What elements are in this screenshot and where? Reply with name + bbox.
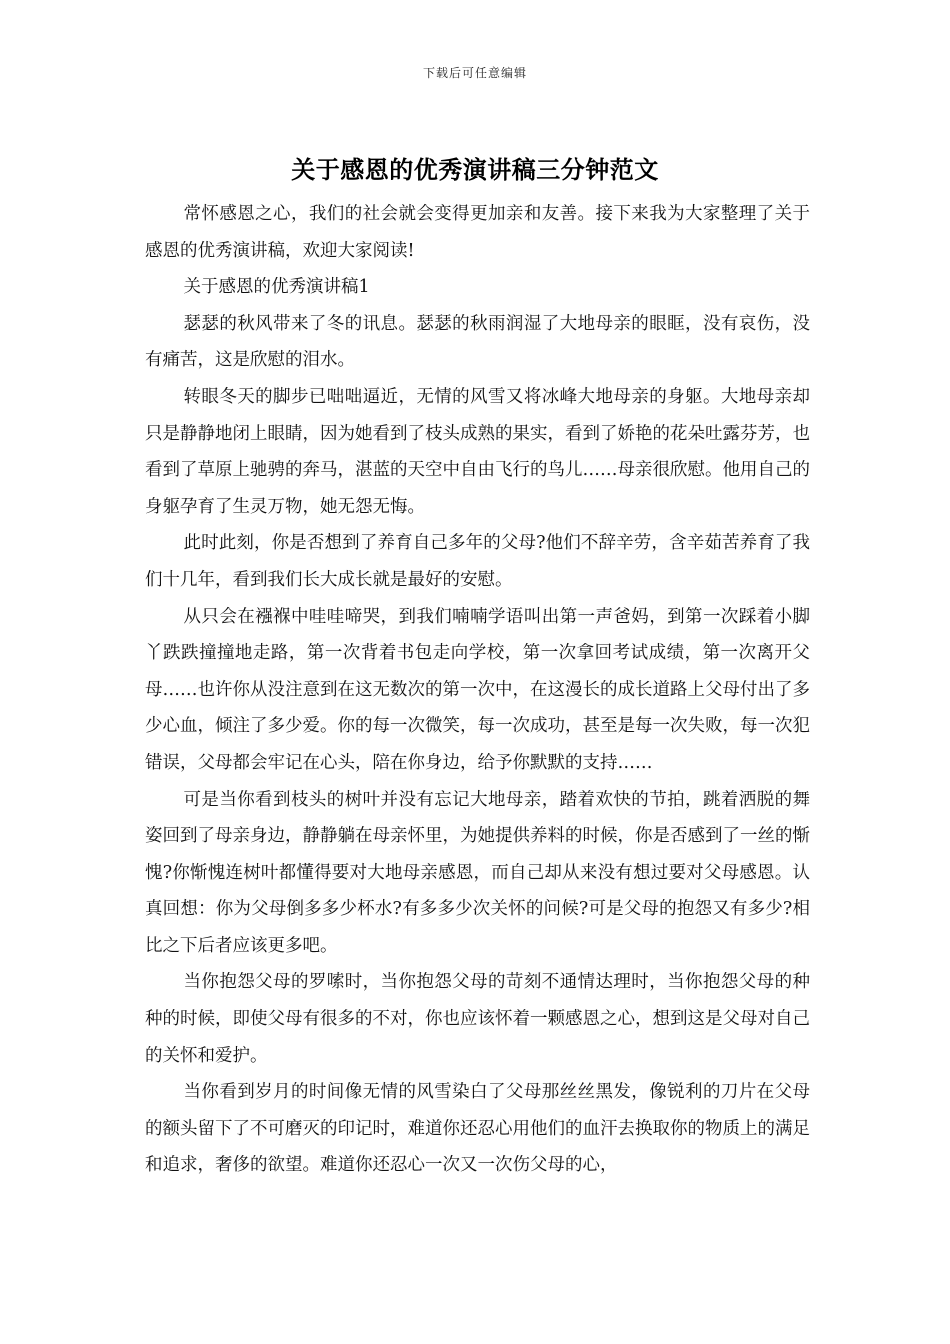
paragraph: 可是当你看到枝头的树叶并没有忘记大地母亲，踏着欢快的节拍，跳着洒脱的舞姿回到了母亲身边，静静躺在母亲怀里，为她提供养料的时候，你是否感到了一丝的惭愧?你惭愧连树叶都懂得要对大地母亲感恩，而自己却从来没有想过要对父母感恩。认真回想：你为父母倒多多少杯水?有多多少次关怀的问候?可是父母的抱怨又有多少?相比之下后者应该更多吧。 [145,789,810,956]
paragraph: 瑟瑟的秋风带来了冬的讯息。瑟瑟的秋雨润湿了大地母亲的眼眶，没有哀伤，没有痛苦，这是欣慰的泪水。 [145,313,810,371]
section-heading: 关于感恩的优秀演讲稿1 [183,277,370,298]
paragraph: 从只会在襁褓中哇哇啼哭，到我们喃喃学语叫出第一声爸妈，到第一次踩着小脚丫跌跌撞撞地走路，第一次背着书包走向学校，第一次拿回考试成绩，第一次离开父母……也许你从没注意到在这无数次的第一次中，在这漫长的成长道路上父母付出了多少心血，倾注了多少爱。你的每一次微笑，每一次成功，甚至是每一次失败，每一次犯错误，父母都会牢记在心头，陪在你身边，给予你默默的支持…… [145,606,810,773]
paragraph: 当你抱怨父母的罗嗦时，当你抱怨父母的苛刻不通情达理时，当你抱怨父母的种种的时候，即使父母有很多的不对，你也应该怀着一颗感恩之心，想到这是父母对自己的关怀和爱护。 [145,972,810,1066]
paragraph: 转眼冬天的脚步已咄咄逼近，无情的风雪又将冰峰大地母亲的身躯。大地母亲却只是静静地闭上眼睛，因为她看到了枝头成熟的果实，看到了娇艳的花朵吐露芬芳，也看到了草原上驰骋的奔马，湛蓝的天空中自由飞行的鸟儿……母亲很欣慰。他用自己的身躯孕育了生灵万物，她无怨无悔。 [145,386,810,517]
paragraph-intro: 常怀感恩之心，我们的社会就会变得更加亲和友善。接下来我为大家整理了关于感恩的优秀演讲稿，欢迎大家阅读! [145,204,810,261]
paragraph: 此时此刻，你是否想到了养育自己多年的父母?他们不辞辛劳，含辛茹苦养育了我们十几年，看到我们长大成长就是最好的安慰。 [145,533,810,590]
paragraph: 当你看到岁月的时间像无情的风雪染白了父母那丝丝黑发，像锐利的刀片在父母的额头留下了不可磨灭的印记时，难道你还忍心用他们的血汗去换取你的物质上的满足和追求，奢侈的欲望。难道你还忍心一次又一次伤父母的心， [145,1082,810,1176]
document-body [145,196,810,1184]
document-title: 关于感恩的优秀演讲稿三分钟范文 [291,155,659,184]
page-header: 下载后可任意编辑 [422,66,527,80]
